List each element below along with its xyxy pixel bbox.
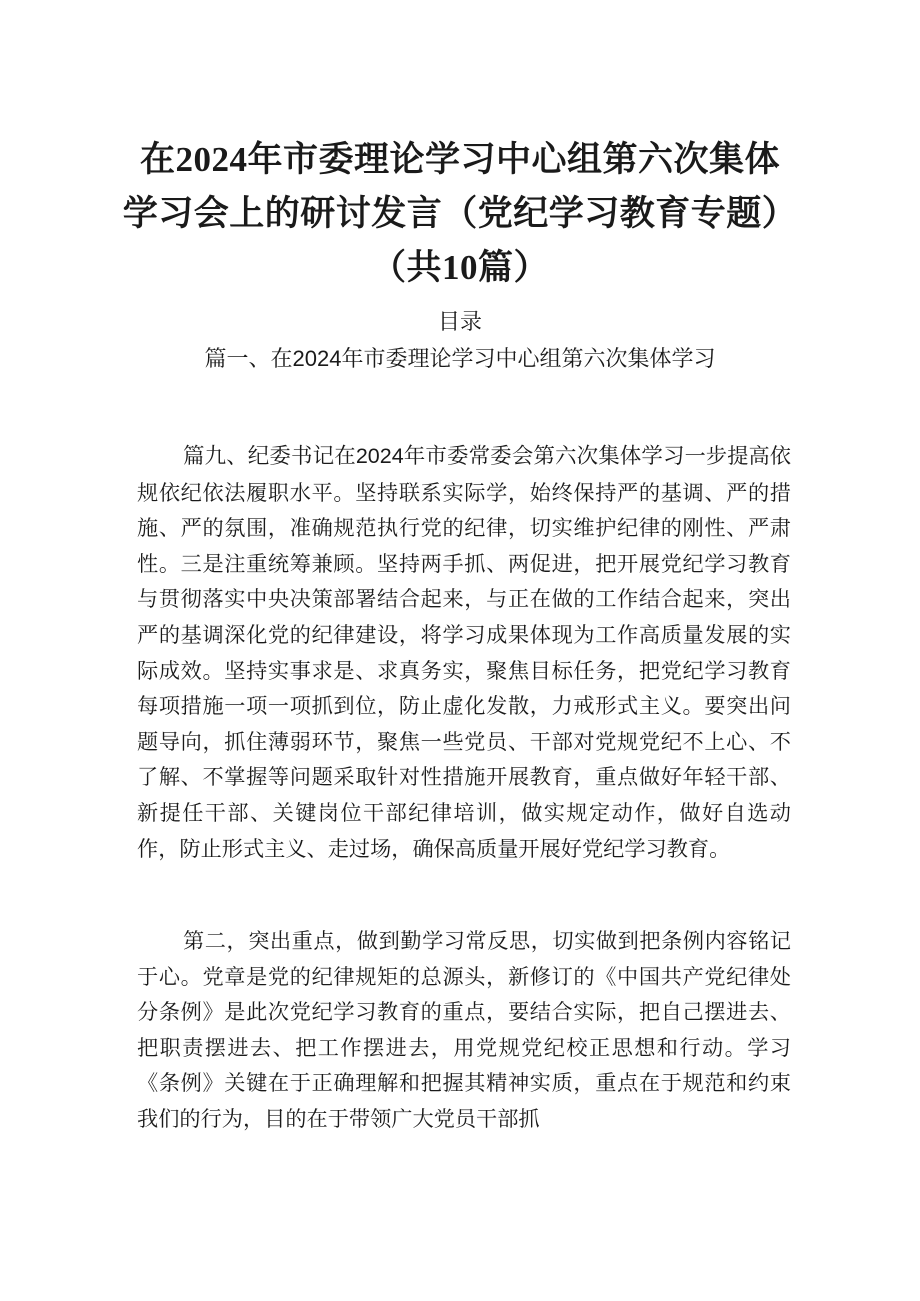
body-paragraph-2 <box>137 923 791 1137</box>
paragraph-1-lead: 篇九、纪委书记在2024年市委常委会第六次集体学习 <box>183 444 685 468</box>
body-paragraph-1 <box>137 438 791 866</box>
paragraph-1-text: 一步提高依规依纪依法履职水平。坚持联系实际学，始终保持严的基调、严的措施、严的氛围，准确规范执行党的纪律，切实维护纪律的刚性、严肃性。三是注重统筹兼顾。坚持两手抓、两促进，把开展党纪学习教育与贯彻落实中央决策部署结合起来，与正在做的工作结合起来，突出严的基调深化党的纪律建设，将学习成果体现为工作高质量发展的实际成效。坚持实事求是、求真务实，聚焦目标任务，把党纪学习教育每项措施一项一项抓到位，防止虚化发散，力戒形式主义。要突出问题导向，抓住薄弱环节，聚焦一些党员、干部对党规党纪不上心、不了解、不掌握等问题采取针对性措施开展教育，重点做好年轻干部、新提任干部、关键岗位干部纪律培训，做实规定动作，做好自选动作，防止形式主义、走过场，确保高质量开展好党纪学习教育。 <box>137 443 791 861</box>
paragraph-2-text: 第二，突出重点，做到勤学习常反思，切实做到把条例内容铭记于心。党章是党的纪律规矩的总源头，新修订的《中国共产党纪律处分条例》是此次党纪学习教育的重点，要结合实际，把自己摆进去、把职责摆进去、把工作摆进去，用党规党纪校正思想和行动。学习《条例》关键在于正确理解和把握其精神实质，重点在于规范和约束我们的行为，目的在于带领广大党员干部抓 <box>137 928 791 1131</box>
title-line-1: 在2024年市委理论学习中心组第六次集体 <box>139 140 780 179</box>
toc-heading: 目录 <box>437 309 482 334</box>
title-line-2: 学习会上的研讨发言（党纪学习教育专题） <box>122 194 798 233</box>
title-line-3: （共10篇） <box>370 248 549 287</box>
toc-item-1: 篇一、在2024年市委理论学习中心组第六次集体学习 <box>204 346 716 371</box>
document-title <box>100 133 820 295</box>
